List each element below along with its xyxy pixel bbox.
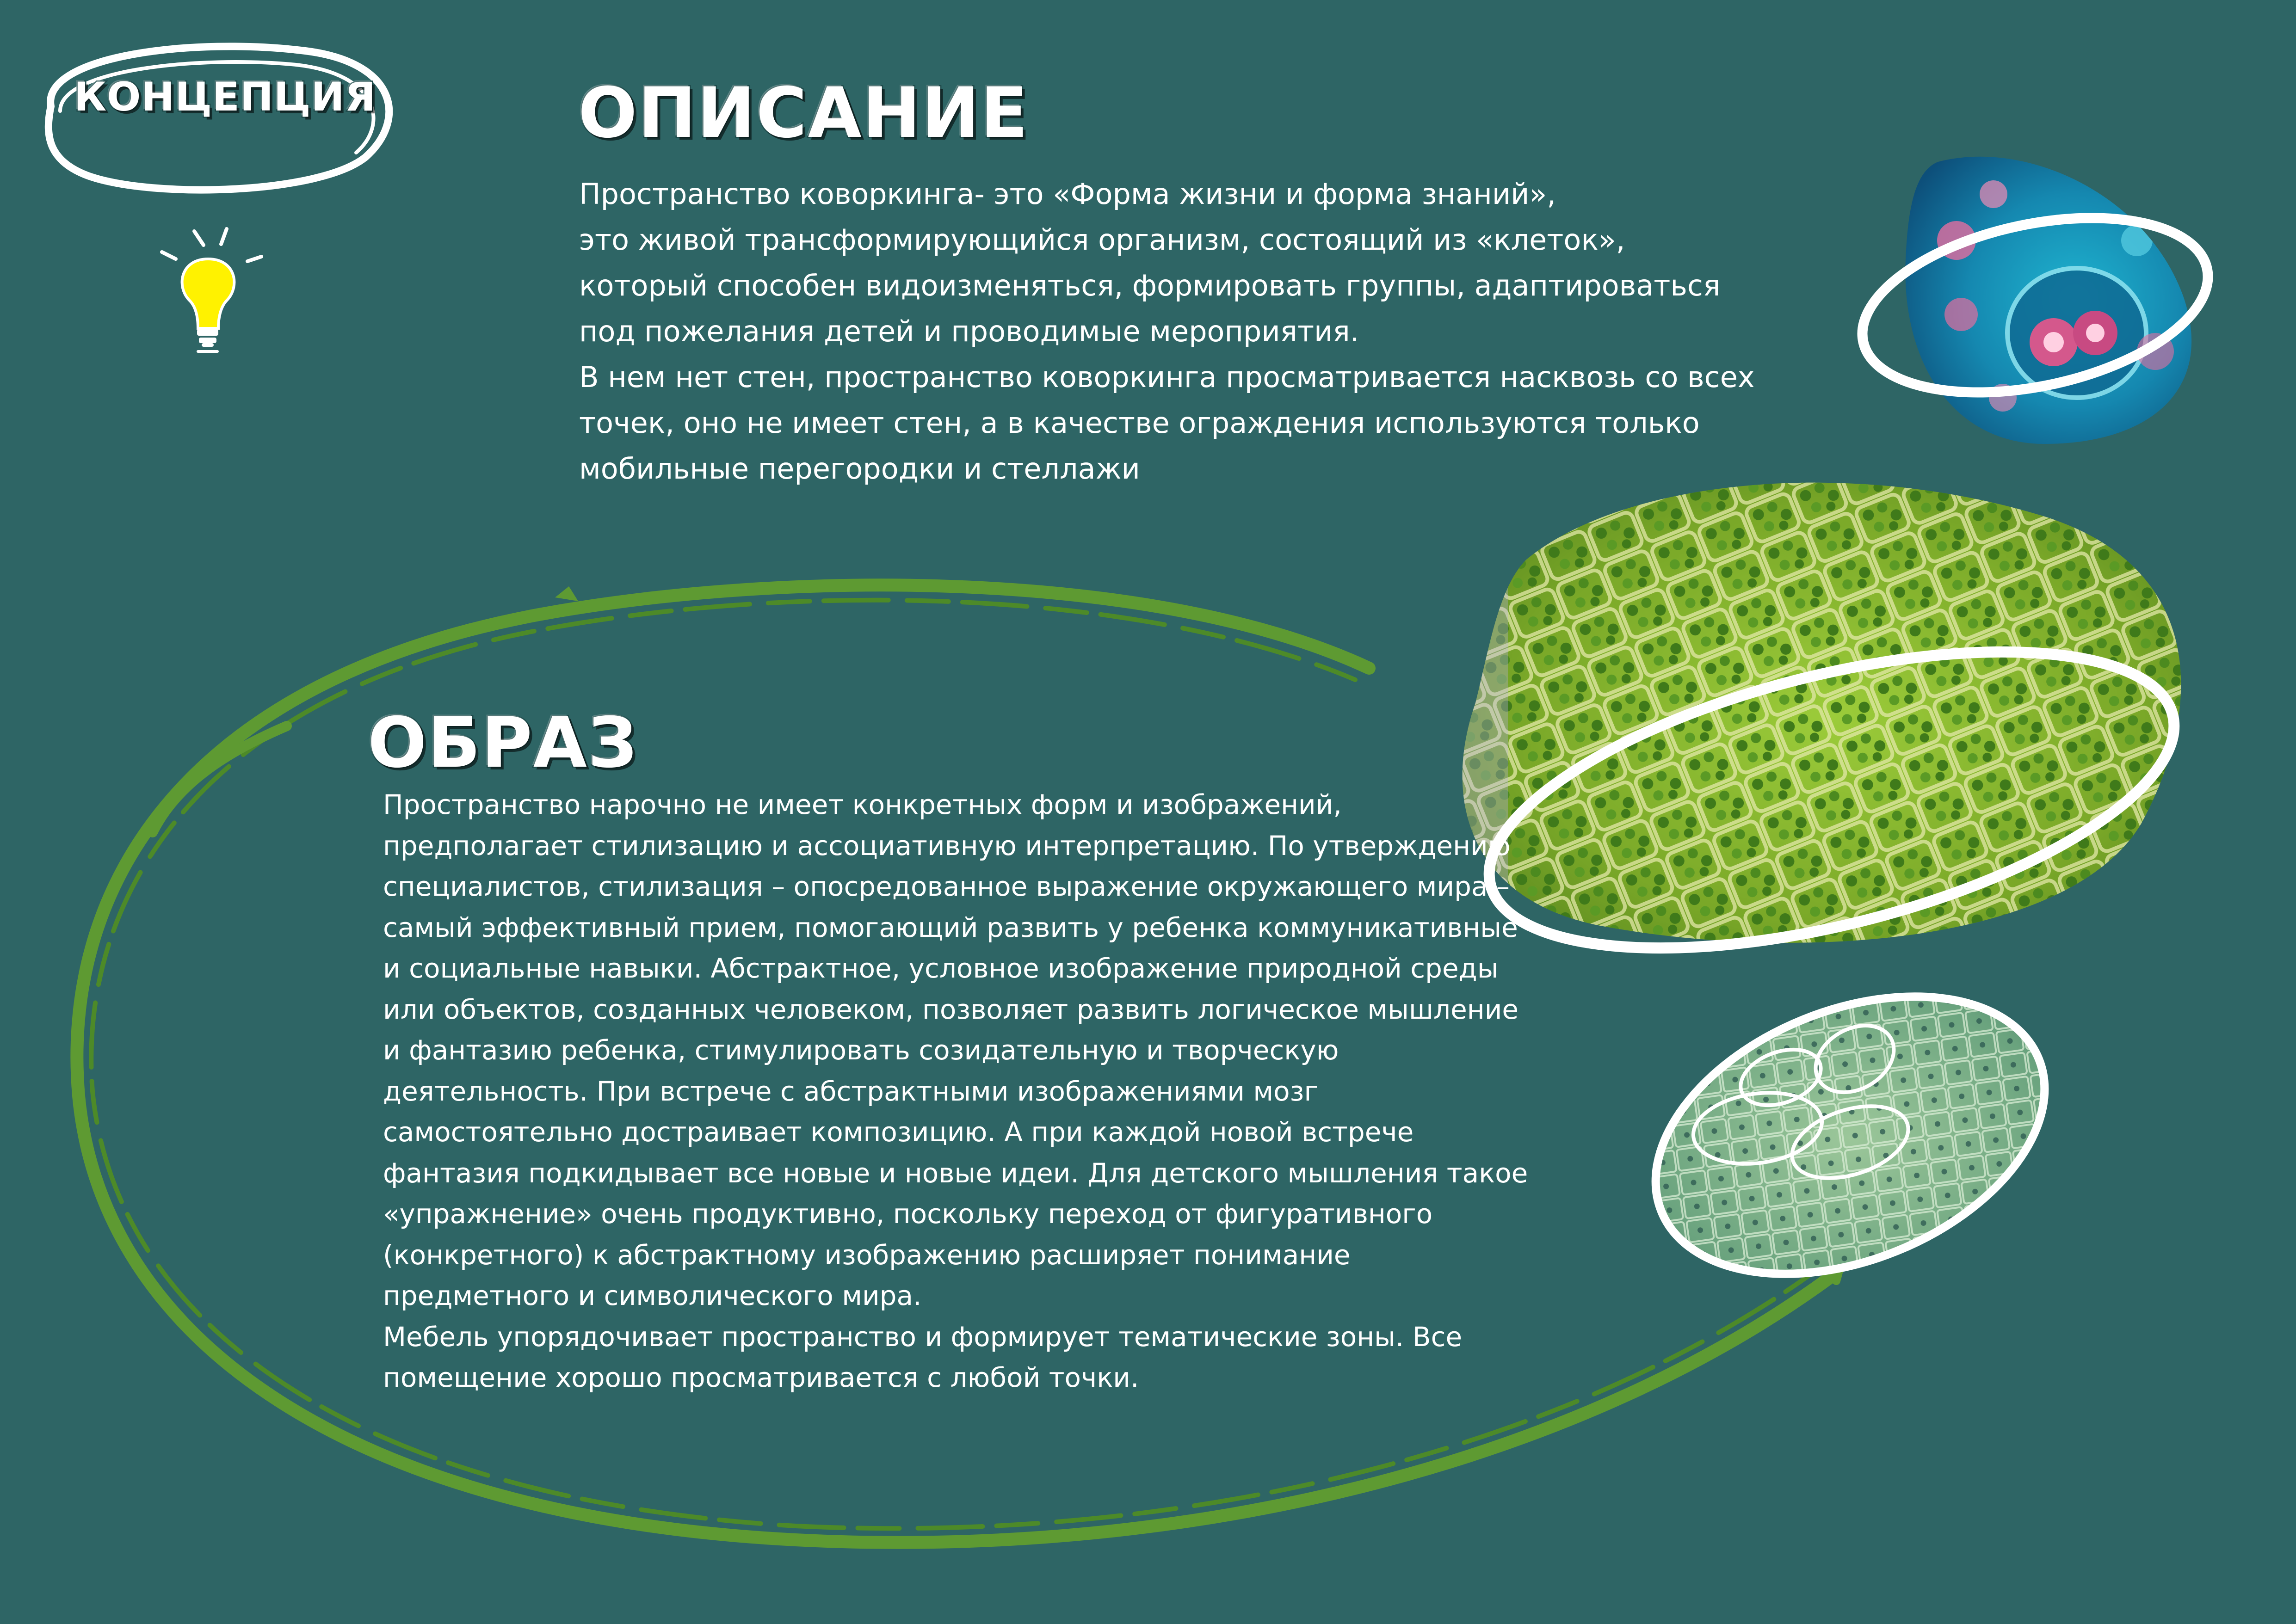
image-text: Пространство нарочно не имеет конкретных форм и изображений, предполагает стилизацию и ассоциативную интерпретацию. По утверждению специалистов, стилизация – опосредованное выражение окружающего мира – самый эффективный прием, помогающий развить у ребенка коммуникативные и социальные навыки. Абстрактное, условное изображение природной среды или объектов, созданных человеком, позволяет развить логическое мышление и фантазию ребенка, стимулировать созидательную и творческую деятельность. При встрече с абстрактными изображениями мозг самостоятельно достраивает композицию. А при каждой новой встрече фантазия подкидывает все новые и новые идеи. Для детского мышления такое «упражнение» очень продуктивно, поскольку переход от фигуративного (конкретного) к абстрактному изображению расширяет понимание предметного и символического мира. Мебель упорядочивает пространство и формирует тематические зоны. Все помещение хорошо просматривается с любой точки. xyxy=(383,789,1528,1393)
leaf-cells-image xyxy=(1434,453,2229,980)
cell-image-blue xyxy=(1896,139,2220,462)
concept-badge-label: КОНЦЕПЦИЯ xyxy=(74,74,376,120)
description-heading: ОПИСАНИЕ xyxy=(578,73,1029,154)
lightbulb-icon xyxy=(162,229,261,351)
image-heading: ОБРАЗ xyxy=(368,703,638,783)
description-text: Пространство коворкинга- это «Форма жизни и форма знаний», это живой трансформирующийся организм, состоящий из «клеток», который способен видоизменяться, формировать группы, адаптироваться под пожелания детей и проводимые мероприятия. В нем нет стен, пространство коворкинга просматривается насквозь со всех точек, оно не имеет стен, а в качестве ограждения используются только мобильные перегородки и стеллажи xyxy=(579,177,1755,486)
